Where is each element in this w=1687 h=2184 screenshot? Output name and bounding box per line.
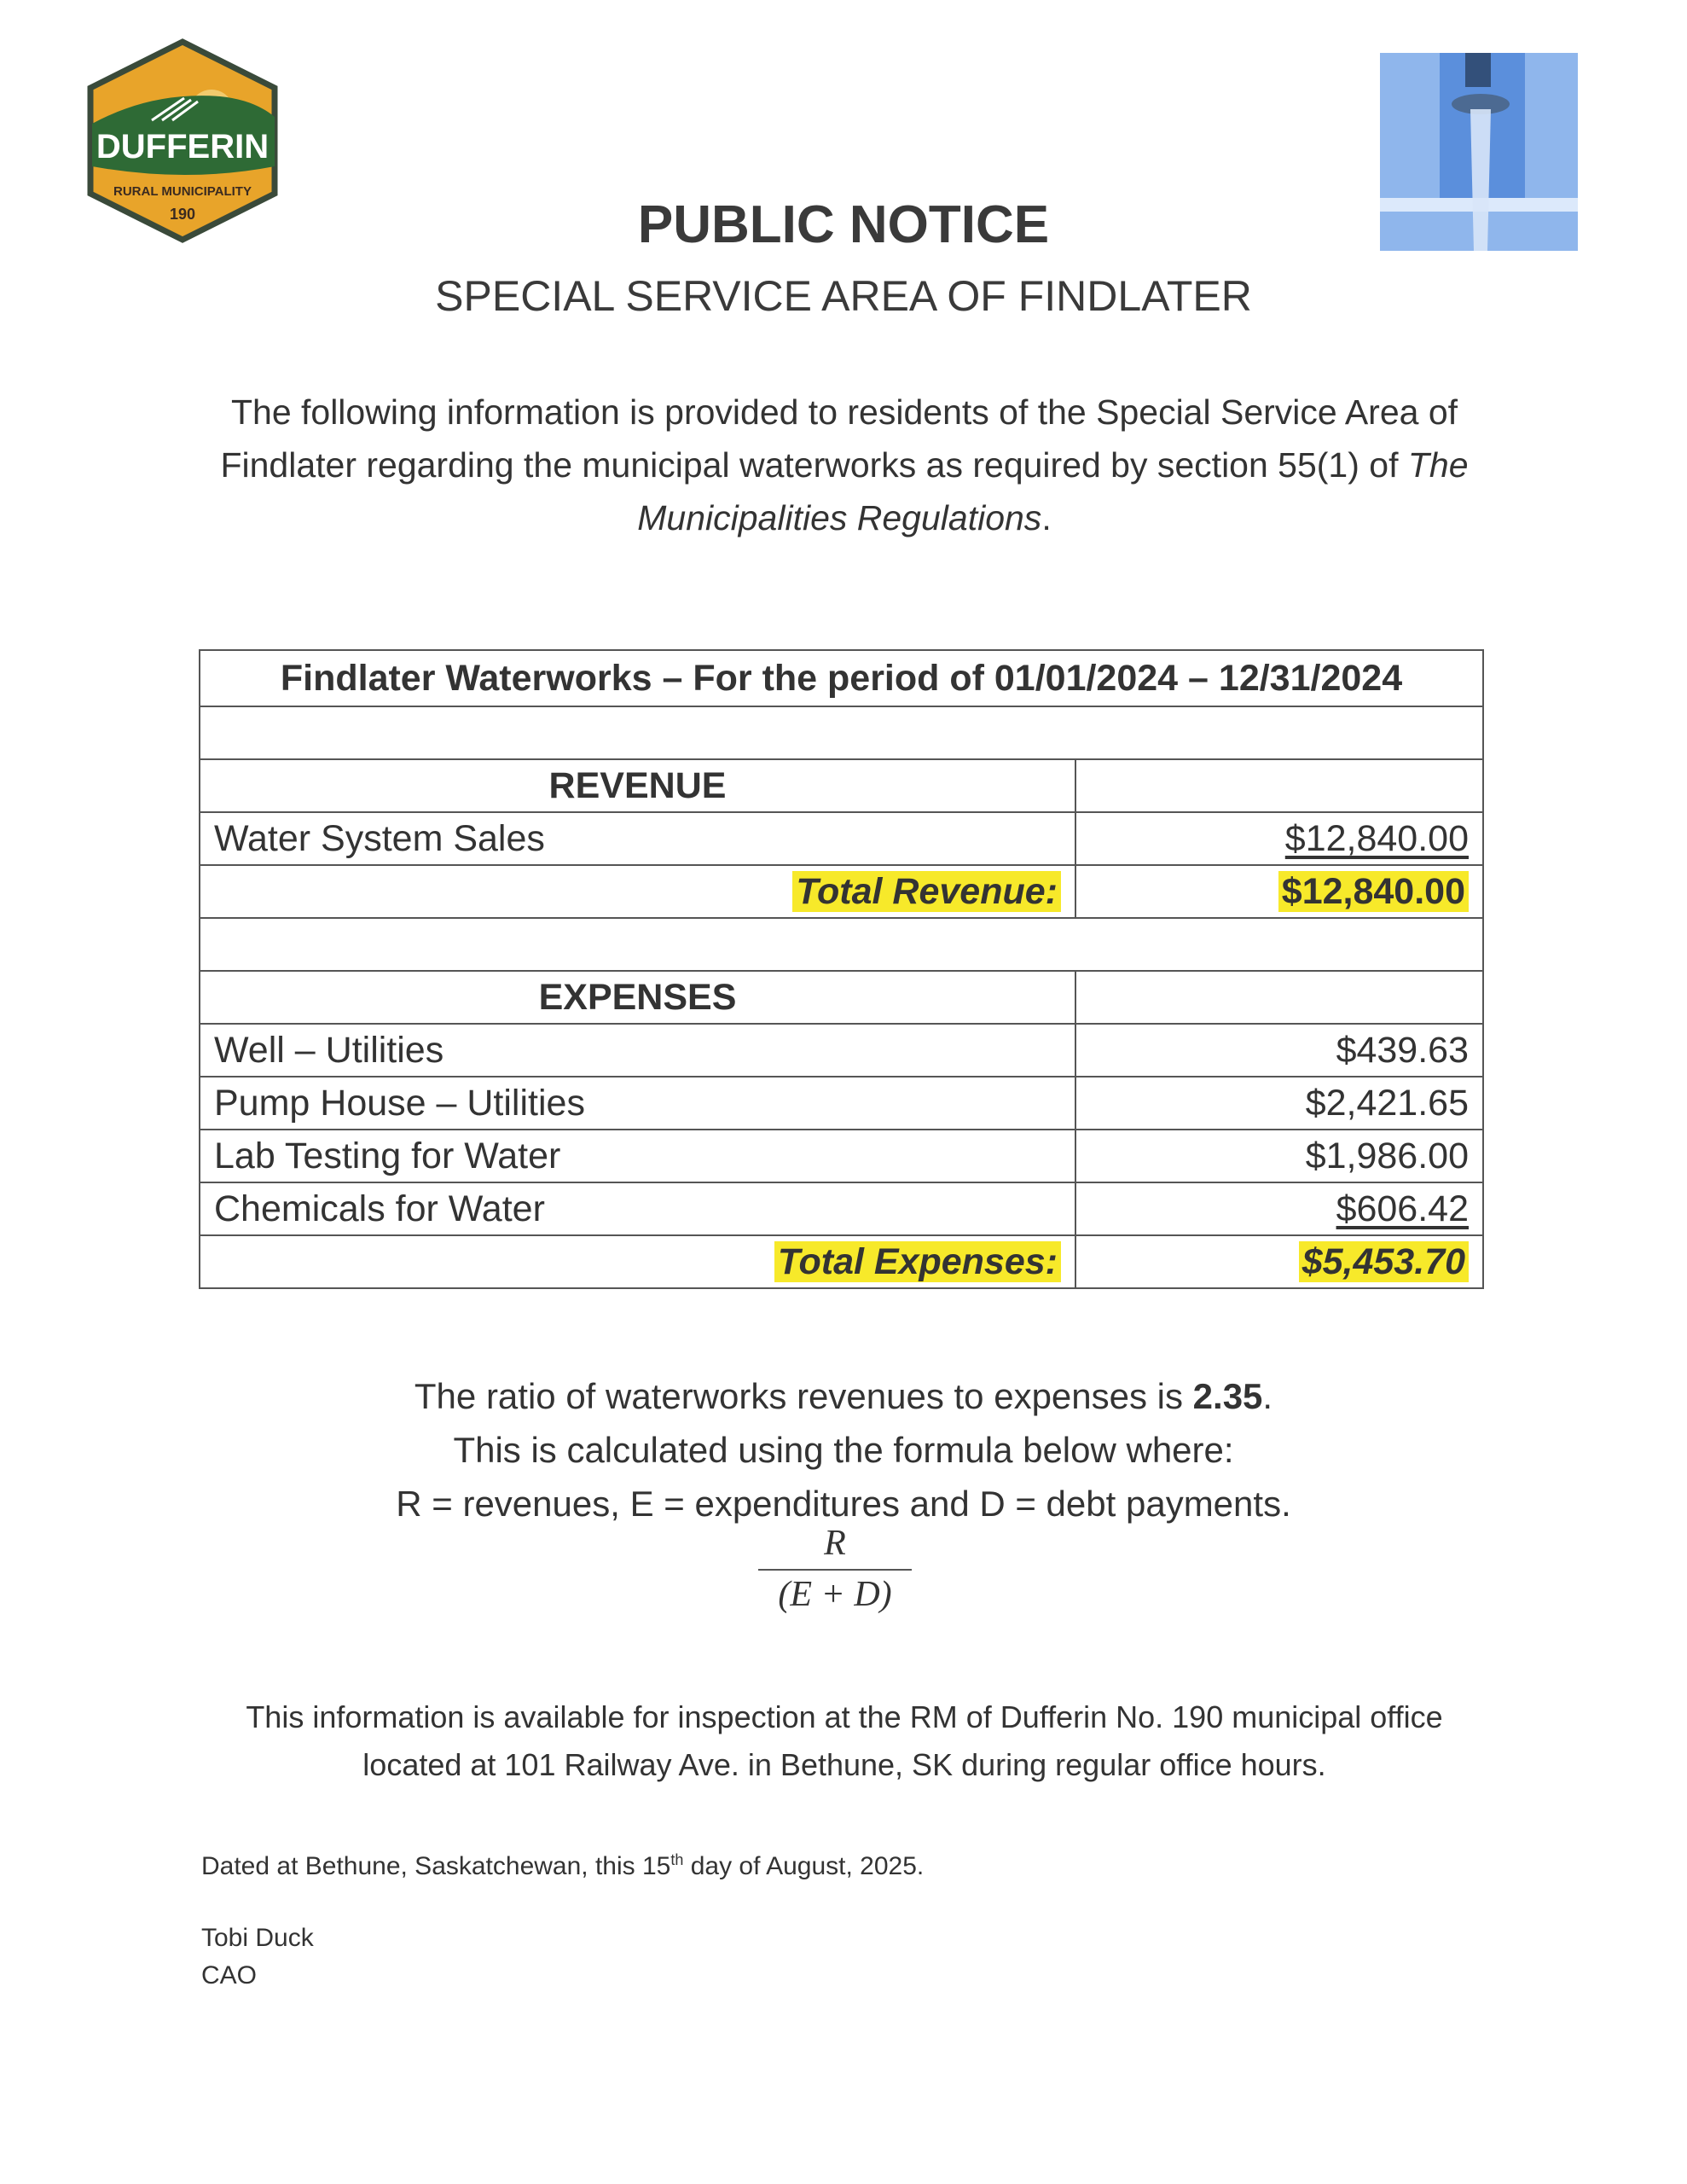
page-subtitle: SPECIAL SERVICE AREA OF FINDLATER xyxy=(435,272,1252,320)
spacer-row xyxy=(200,706,1483,759)
expense-item-label: Pump House – Utilities xyxy=(200,1077,1075,1130)
ratio-paragraph xyxy=(0,1369,1687,1531)
table-row xyxy=(200,1182,1483,1235)
signatory-name: Tobi Duck xyxy=(201,1924,314,1952)
formula-explanation: This is calculated using the formula below where: xyxy=(453,1430,1234,1470)
intro-end: . xyxy=(1041,498,1052,537)
formula-denominator: (E + D) xyxy=(778,1575,892,1614)
total-expenses-label: Total Expenses: xyxy=(774,1241,1061,1282)
ratio-line xyxy=(0,1369,1687,1423)
expense-item-amount: $1,986.00 xyxy=(1075,1130,1483,1182)
total-revenue-amount: $12,840.00 xyxy=(1278,871,1469,912)
revenue-item-label: Water System Sales xyxy=(200,812,1075,865)
ratio-text: The ratio of waterworks revenues to expenses is xyxy=(414,1376,1193,1416)
total-revenue-row xyxy=(200,865,1483,918)
regulation-title: The Municipalities Regulations xyxy=(637,445,1469,537)
revenue-heading: REVENUE xyxy=(200,759,1075,812)
dated-line xyxy=(201,1851,924,1881)
table-title: Findlater Waterworks – For the period of 01/01/2024 – 12/31/2024 xyxy=(200,650,1483,706)
expense-item-label: Well – Utilities xyxy=(200,1024,1075,1077)
formula-variables: R = revenues, E = expenditures and D = debt payments. xyxy=(396,1484,1291,1524)
revenue-heading-row xyxy=(200,759,1483,812)
info-line-1: This information is available for inspection at the RM of Dufferin No. 190 municipal office xyxy=(246,1699,1443,1734)
ratio-period: . xyxy=(1262,1376,1273,1416)
expense-item-amount: $439.63 xyxy=(1075,1024,1483,1077)
expenses-heading: EXPENSES xyxy=(200,971,1075,1024)
dated-suffix: day of August, 2025. xyxy=(683,1852,925,1880)
ratio-formula xyxy=(758,1523,912,1615)
expense-item-amount: $2,421.65 xyxy=(1075,1077,1483,1130)
total-expenses-amount: $5,453.70 xyxy=(1299,1241,1469,1282)
total-expenses-row xyxy=(200,1235,1483,1288)
table-title-row xyxy=(200,650,1483,706)
expense-item-amount: $606.42 xyxy=(1336,1188,1469,1229)
logo-name: DUFFERIN xyxy=(96,128,270,166)
page-title: PUBLIC NOTICE xyxy=(637,195,1050,254)
signatory-title: CAO xyxy=(201,1961,258,1989)
table-row xyxy=(200,1130,1483,1182)
info-line-2: located at 101 Railway Ave. in Bethune, SK during regular office hours. xyxy=(362,1747,1326,1782)
intro-text: The following information is provided to residents of the Special Service Area of Findlater regarding the municipal waterworks as required by section 55(1) of xyxy=(220,392,1458,485)
spacer-row xyxy=(200,918,1483,971)
intro-paragraph xyxy=(196,386,1493,544)
dated-ordinal: th xyxy=(670,1851,684,1868)
revenue-item-amount: $12,840.00 xyxy=(1284,817,1469,859)
expense-item-label: Chemicals for Water xyxy=(200,1182,1075,1235)
inspection-info xyxy=(171,1693,1518,1789)
total-revenue-label: Total Revenue: xyxy=(792,871,1061,912)
table-row xyxy=(200,1077,1483,1130)
logo-number: 190 xyxy=(169,206,196,223)
formula-numerator: R xyxy=(758,1523,912,1571)
dated-text: Dated at Bethune, Saskatchewan, this 15 xyxy=(201,1852,671,1880)
expense-item-label: Lab Testing for Water xyxy=(200,1130,1075,1182)
logo-subtitle: RURAL MUNICIPALITY xyxy=(113,184,252,199)
signature-block xyxy=(201,1920,314,1995)
table-row xyxy=(200,1024,1483,1077)
table-row xyxy=(200,812,1483,865)
ratio-value: 2.35 xyxy=(1192,1376,1263,1416)
waterworks-financial-table xyxy=(199,649,1484,1289)
expenses-heading-row xyxy=(200,971,1483,1024)
